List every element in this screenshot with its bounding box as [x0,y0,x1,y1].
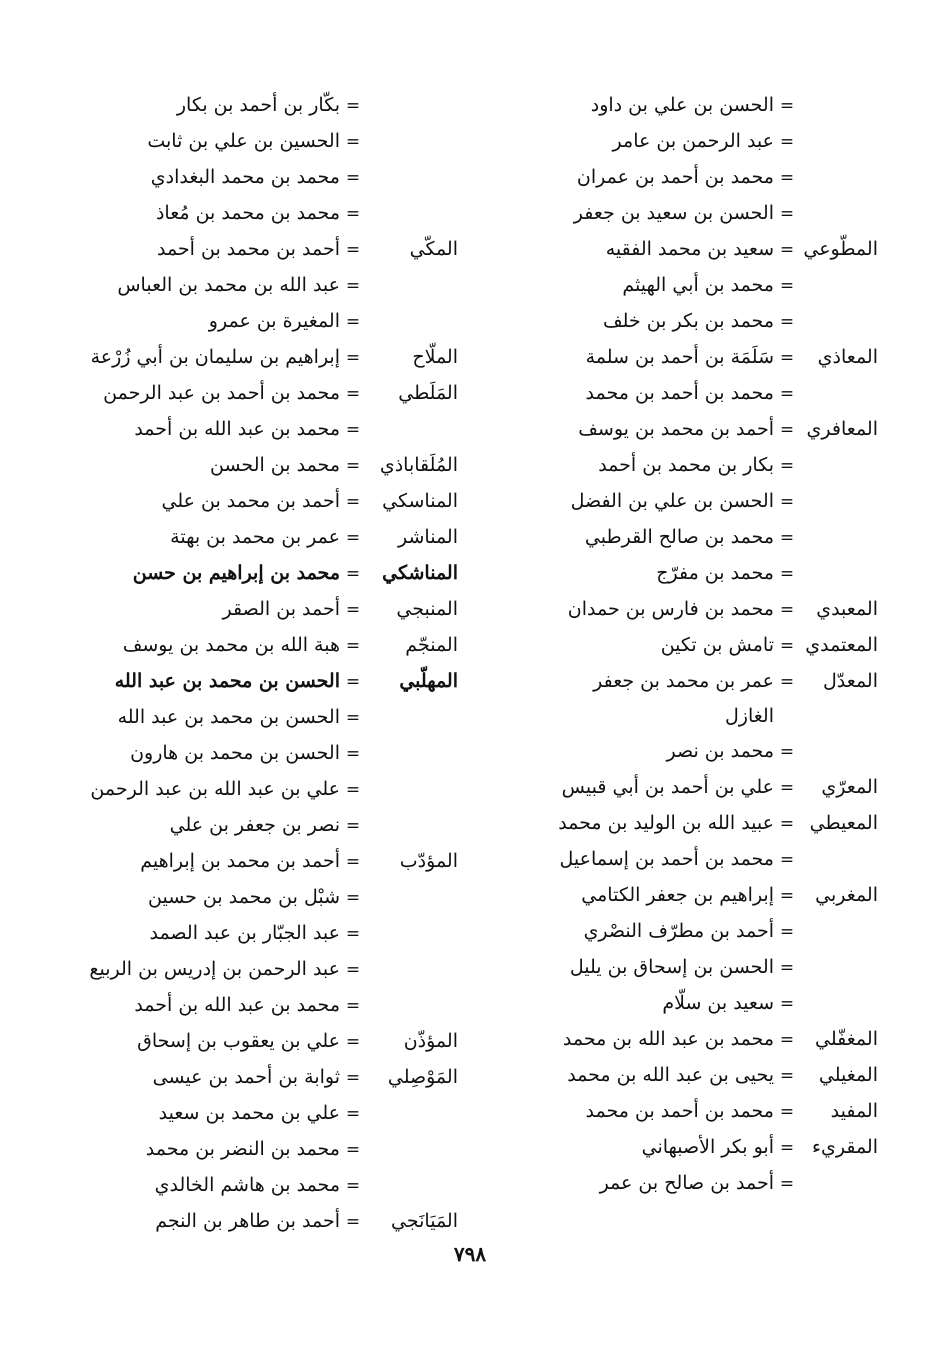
person-name: الحسين بن علي بن ثابت [147,130,340,152]
equals-sign: = [779,348,795,368]
equals-sign: = [345,1176,361,1196]
person-name: الحسن بن محمد بن عبد الله [114,670,340,692]
list-item [58,232,458,268]
nisba-label: المُلَقاباذي [379,454,458,476]
person-name: محمد بن مفرّج [656,562,774,584]
list-item [518,914,878,950]
nisba-label: المعتمدي [805,634,878,656]
person-name: ثوابة بن أحمد بن عيسى [152,1066,340,1088]
nisba-label: المَيَانَجي [391,1210,458,1232]
person-name: عبيد الله بن الوليد بن محمد [558,812,774,834]
nisba-label: المعبدي [816,598,878,620]
list-item [58,592,458,628]
nisba-label: المناشكي [382,562,458,584]
equals-sign: = [345,744,361,764]
list-item [58,1024,458,1060]
equals-sign: = [345,1140,361,1160]
person-name: محمد بن صالح القرطبي [584,526,774,548]
equals-sign: = [345,888,361,908]
person-name: إبراهيم بن جعفر الكتامي [581,884,774,906]
list-item [518,592,878,628]
equals-sign: = [345,240,361,260]
list-item [58,520,458,556]
equals-sign: = [779,814,795,834]
person-name: محمد بن الحسن [210,454,340,476]
list-item [518,770,878,806]
nisba-label: المفيد [830,1100,878,1122]
list-item [58,268,458,304]
person-name: بكّار بن أحمد بن بكار [176,94,340,116]
person-name: محمد بن إبراهيم بن حسن [132,562,340,584]
person-name: علي بن محمد بن سعيد [158,1102,340,1124]
equals-sign: = [779,1102,795,1122]
person-name: نصر بن جعفر بن علي [169,814,340,836]
equals-sign: = [345,564,361,584]
nisba-label: المؤدّب [399,850,458,872]
list-item [518,556,878,592]
person-name: الحسن بن علي بن داود [590,94,774,116]
equals-sign: = [345,276,361,296]
person-name: علي بن عبد الله بن عبد الرحمن [90,778,340,800]
list-item [58,124,458,160]
equals-sign: = [345,780,361,800]
list-item [58,844,458,880]
equals-sign: = [779,1066,795,1086]
list-item [518,842,878,878]
equals-sign: = [345,672,361,692]
list-item [58,1096,458,1132]
person-name: عبد الله بن محمد بن العباس [117,274,340,296]
list-item [518,1094,878,1130]
list-item [518,734,878,770]
list-item [58,700,458,736]
list-item [58,448,458,484]
person-name: محمد بن فارس بن حمدان [567,598,774,620]
list-item [518,1166,878,1202]
equals-sign: = [345,420,361,440]
equals-sign: = [779,600,795,620]
equals-sign: = [345,1032,361,1052]
person-name: أحمد بن طاهر بن النجم [155,1210,340,1232]
nisba-label: المعرّي [821,776,878,798]
person-name: سَلَمَة بن أحمد بن سلمة [585,346,774,368]
list-item [518,304,878,340]
equals-sign: = [345,492,361,512]
list-item [58,556,458,592]
equals-sign: = [779,96,795,116]
equals-sign: = [779,672,795,692]
equals-sign: = [779,1174,795,1194]
list-item [58,376,458,412]
equals-sign: = [779,1030,795,1050]
person-name: الحسن بن إسحاق بن يليل [569,956,774,978]
equals-sign: = [345,168,361,188]
equals-sign: = [345,384,361,404]
person-name: محمد بن عبد الله بن أحمد [134,418,340,440]
person-name: الحسن بن سعيد بن جعفر [573,202,774,224]
person-name: محمد بن بكر بن خلف [602,310,774,332]
equals-sign: = [345,312,361,332]
list-item [58,988,458,1024]
list-item [58,772,458,808]
list-item [518,340,878,376]
list-item [58,412,458,448]
equals-sign: = [779,276,795,296]
list-item [58,664,458,700]
page-number: ٧٩٨ [453,1242,487,1266]
list-item [58,952,458,988]
equals-sign: = [779,778,795,798]
list-item [518,160,878,196]
nisba-label: المقريء [812,1136,878,1158]
equals-sign: = [345,96,361,116]
list-item [58,1132,458,1168]
list-item [58,160,458,196]
person-name: شبْل بن محمد بن حسين [148,886,340,908]
person-name: إبراهيم بن سليمان بن أبي زُرْعة [90,346,340,368]
person-name: يحيى بن عبد الله بن محمد [567,1064,774,1086]
list-item [518,628,878,664]
list-item [58,484,458,520]
person-name: سعيد بن سلّام [662,992,774,1014]
list-item [58,1060,458,1096]
equals-sign: = [345,600,361,620]
nisba-label: المعيطي [809,812,878,834]
equals-sign: = [779,636,795,656]
list-item [518,1058,878,1094]
nisba-label: المعاذي [817,346,878,368]
nisba-label: الملّاح [412,346,458,368]
nisba-label: المناشر [398,526,458,548]
person-name: سعيد بن محمد الفقيه [605,238,774,260]
equals-sign: = [345,816,361,836]
equals-sign: = [345,204,361,224]
nisba-label: المعدّل [823,670,878,692]
list-item [518,520,878,556]
right-column [518,88,878,1202]
equals-sign: = [779,132,795,152]
equals-sign: = [345,636,361,656]
list-item [518,124,878,160]
list-item [518,950,878,986]
nisba-label: المطّوعي [803,238,878,260]
person-name: محمد بن نصر [666,740,774,762]
nisba-label: المعافري [806,418,878,440]
equals-sign: = [779,528,795,548]
equals-sign: = [345,960,361,980]
person-name: عبد الجبّار بن عبد الصمد [149,922,340,944]
person-name: محمد بن أحمد بن محمد [585,1100,774,1122]
nisba-label: المؤذّن [403,1030,458,1052]
list-item [518,1130,878,1166]
equals-sign: = [779,204,795,224]
nisba-label: المغيلي [818,1064,878,1086]
person-name: أحمد بن محمد بن أحمد [156,238,340,260]
equals-sign: = [779,240,795,260]
nisba-label: المنبجي [396,598,458,620]
list-item [518,1022,878,1058]
list-item [58,304,458,340]
nisba-label: المَلَطي [398,382,458,404]
equals-sign: = [779,922,795,942]
list-item [58,916,458,952]
nisba-label: المكّي [409,238,458,260]
person-name: هبة الله بن محمد بن يوسف [122,634,340,656]
person-name: عبد الرحمن بن إدريس بن الربيع [89,958,340,980]
equals-sign: = [779,384,795,404]
person-name: محمد بن أحمد بن عبد الرحمن [103,382,340,404]
left-column [58,88,458,1240]
list-item [58,736,458,772]
person-name: عمر بن محمد بن جعفر الغازل [593,670,774,727]
list-item [58,1204,458,1240]
list-item [58,880,458,916]
nisba-label: المَوْصِلي [387,1066,458,1088]
equals-sign: = [345,1212,361,1232]
list-item [518,878,878,914]
equals-sign: = [779,994,795,1014]
equals-sign: = [779,564,795,584]
equals-sign: = [779,492,795,512]
nisba-label: المنجّم [405,634,458,656]
person-name: أحمد بن محمد بن يوسف [578,418,774,440]
person-name: أحمد بن الصقر [222,598,340,620]
list-item [518,196,878,232]
list-item [58,1168,458,1204]
equals-sign: = [345,1068,361,1088]
person-name: محمد بن أبي الهيثم [622,274,774,296]
person-name: الحسن بن محمد بن عبد الله [117,706,340,728]
person-name: بكار بن محمد بن أحمد [598,454,774,476]
person-name: محمد بن أحمد بن عمران [576,166,774,188]
list-item [518,448,878,484]
equals-sign: = [779,958,795,978]
list-item [518,376,878,412]
equals-sign: = [345,348,361,368]
person-name: محمد بن محمد البغدادي [150,166,340,188]
list-item [518,484,878,520]
list-item [518,232,878,268]
list-item [58,340,458,376]
nisba-label: المناسكي [382,490,458,512]
equals-sign: = [345,528,361,548]
person-name: أحمد بن محمد بن علي [161,490,340,512]
nisba-label: المغربي [815,884,878,906]
list-item [518,664,878,734]
nisba-label: المهلّبي [399,670,458,692]
person-name: علي بن أحمد بن أبي قبيس [561,776,774,798]
person-name: محمد بن أحمد بن محمد [585,382,774,404]
equals-sign: = [779,886,795,906]
person-name: محمد بن هاشم الخالدي [154,1174,340,1196]
list-item [518,806,878,842]
list-item [518,268,878,304]
person-name: عبد الرحمن بن عامر [612,130,774,152]
person-name: محمد بن عبد الله بن أحمد [134,994,340,1016]
person-name: أبو بكر الأصبهاني [641,1136,774,1158]
equals-sign: = [779,312,795,332]
person-name: علي بن يعقوب بن إسحاق [137,1030,340,1052]
person-name: محمد بن محمد بن مُعاذ [155,202,340,224]
equals-sign: = [779,1138,795,1158]
list-item [518,88,878,124]
nisba-label: المغفّلي [815,1028,878,1050]
equals-sign: = [345,924,361,944]
list-item [58,628,458,664]
equals-sign: = [345,852,361,872]
person-name: محمد بن النضر بن محمد [145,1138,340,1160]
equals-sign: = [345,132,361,152]
list-item [58,88,458,124]
person-name: أحمد بن صالح بن عمر [599,1172,774,1194]
equals-sign: = [779,850,795,870]
equals-sign: = [779,168,795,188]
person-name: محمد بن عبد الله بن محمد [562,1028,774,1050]
list-item [58,196,458,232]
person-name: تامش بن تكين [660,634,774,656]
person-name: محمد بن أحمد بن إسماعيل [559,848,774,870]
equals-sign: = [779,742,795,762]
list-item [518,986,878,1022]
equals-sign: = [779,456,795,476]
person-name: الحسن بن علي بن الفضل [570,490,774,512]
equals-sign: = [345,708,361,728]
person-name: المغيرة بن عمرو [208,310,340,332]
list-item [518,412,878,448]
equals-sign: = [779,420,795,440]
equals-sign: = [345,996,361,1016]
person-name: عمر بن محمد بن بهتة [170,526,340,548]
equals-sign: = [345,1104,361,1124]
person-name: أحمد بن محمد بن إبراهيم [140,850,340,872]
person-name: أحمد بن مطرّف النصْري [583,920,774,942]
list-item [58,808,458,844]
equals-sign: = [345,456,361,476]
person-name: الحسن بن محمد بن هارون [130,742,340,764]
